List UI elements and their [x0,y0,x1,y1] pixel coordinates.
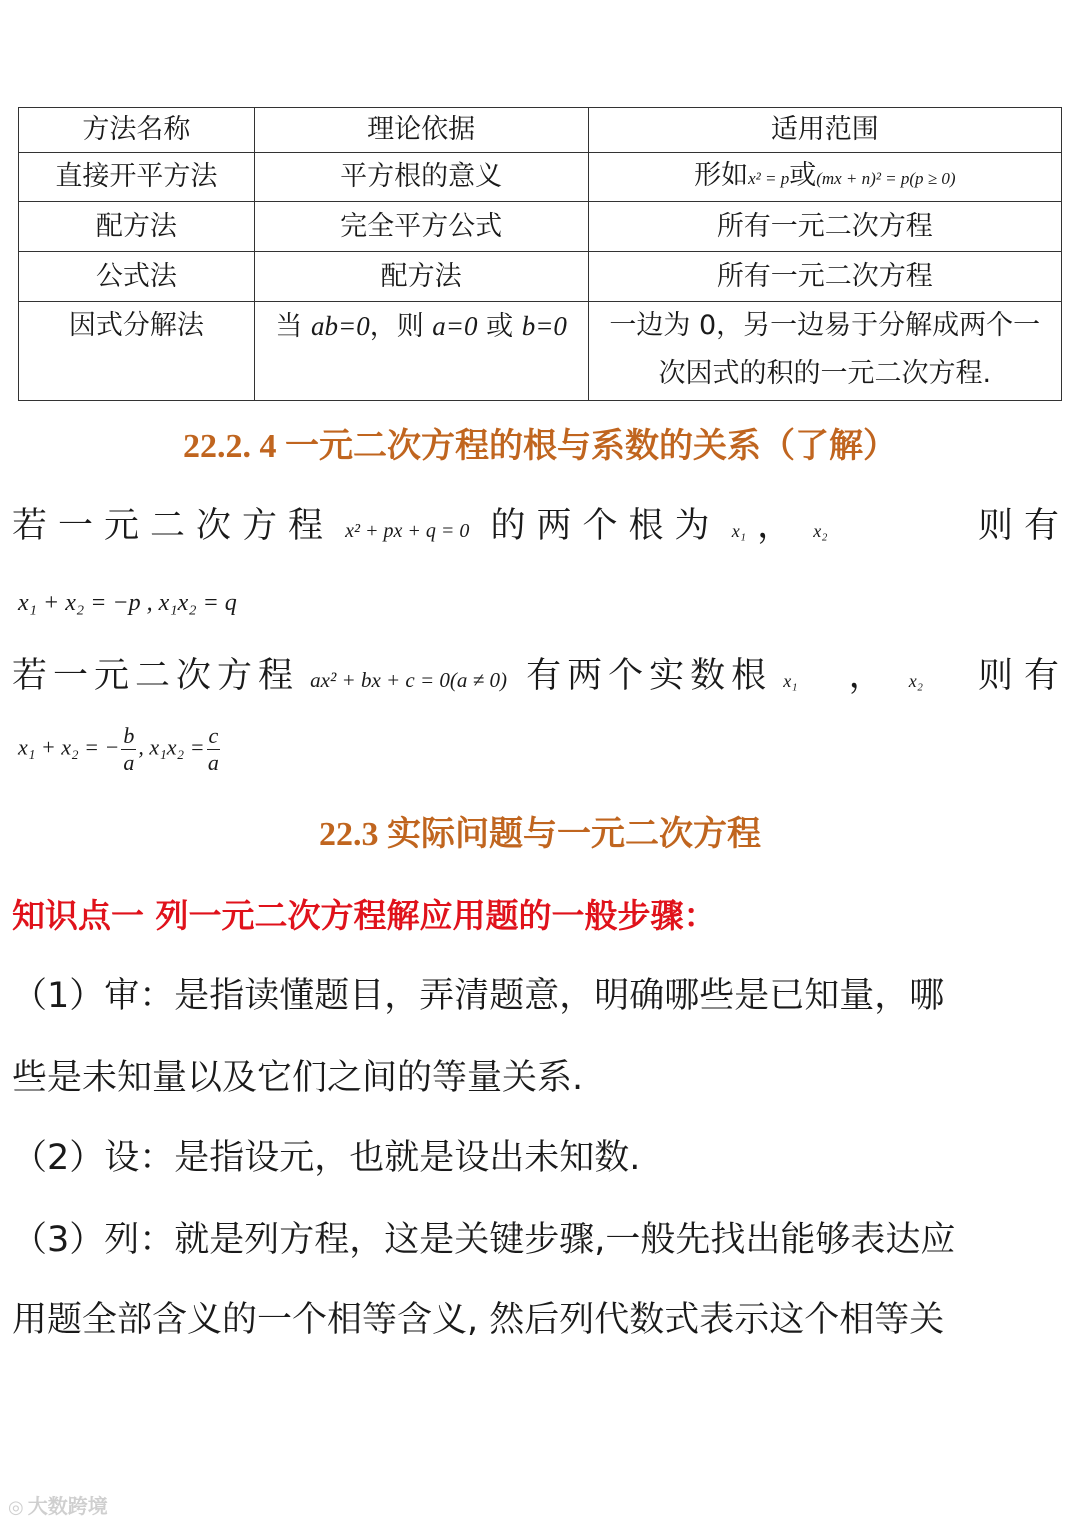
header-scope: 适用范围 [588,108,1061,153]
then-text: 则有 [977,656,1070,696]
step-3-line-1: （3）列：就是列方程，这是关键步骤,一般先找出能够表达应 [12,1220,956,1260]
header-basis: 理论依据 [254,108,588,153]
table-header-row [19,108,1062,153]
cell-basis: 平方根的意义 [254,153,588,202]
table-row [19,302,1062,401]
line2-mid: 有两个实数根 [526,656,773,696]
cell-method: 因式分解法 [19,302,255,401]
scope-line-1: 一边为 0，另一边易于分解成两个一 [609,310,1041,341]
table-row [19,202,1062,252]
eq2-left: x₁ + x₂ = − [18,734,120,760]
cell-basis: 完全平方公式 [254,202,588,252]
vieta-equation-1: x₁ + x₂ = −p , x₁x₂ = q [18,590,237,616]
scope-math-2: (mx + n)² = p(p ≥ 0) [816,168,956,188]
cell-method: 配方法 [19,202,255,252]
table-row [19,252,1062,302]
eq2-mid: , x₁x₂ = [138,734,205,760]
root-1: x₁ [731,521,746,541]
scope-prefix: 形如 [694,159,749,191]
section-title-2224: 22.2. 4 一元二次方程的根与系数的关系（了解） [183,428,897,465]
cell-method: 公式法 [19,252,255,302]
basis-text: 或 [477,311,522,342]
root-2: x₂ [908,671,924,691]
comma: ， [757,506,793,546]
scope-math-1: x² = p [748,168,790,188]
table-row [19,153,1062,202]
basis-math: ab=0 [310,311,370,341]
methods-table [18,107,1062,401]
scope-line-2: 次因式的积的一元二次方程. [658,358,992,389]
step-3-line-2: 用题全部含义的一个相等含义, 然后列代数式表示这个相等关 [12,1300,945,1340]
basis-math: a=0 [432,311,478,341]
cell-scope: 所有一元二次方程 [588,202,1061,252]
cell-scope: 所有一元二次方程 [588,252,1061,302]
cell-scope [588,302,1061,401]
line2-text: 若一元二次方程 [12,656,300,696]
then-text: 则有 [977,506,1070,546]
root-1: x₁ [783,671,798,691]
cell-method: 直接开平方法 [19,153,255,202]
text-line-1 [12,498,1070,548]
step-2: （2）设：是指设元，也就是设出未知数. [12,1138,641,1178]
line2-equation: ax² + bx + c = 0(a ≠ 0) [310,668,507,692]
knowledge-point-title: 知识点一 列一元二次方程解应用题的一般步骤： [12,896,717,935]
comma: ， [848,656,884,696]
watermark-logo-icon: ◎ [8,1497,24,1518]
step-1-line-1: （1）审：是指读懂题目，弄清题意，明确哪些是已知量，哪 [12,976,945,1016]
fraction-b-over-a: $\frac{b}{a}$ [123,723,135,775]
root-2: x₂ [813,521,828,541]
scope-or: 或 [789,159,817,191]
basis-text: ，则 [369,311,433,342]
vieta-equation-2 [18,725,222,774]
line1-mid: 的两个根为 [490,506,721,546]
fraction-c-over-a: $\frac{c}{a}$ [207,723,219,775]
line1-text: 若一元二次方程 [12,506,335,546]
step-1-line-2: 些是未知量以及它们之间的等量关系. [12,1058,584,1098]
basis-text: 当 [275,311,311,342]
line1-equation: x² + px + q = 0 [345,520,470,542]
text-line-2 [12,648,1070,698]
cell-scope [588,153,1061,202]
basis-math: b=0 [521,311,567,341]
section-title-223: 22.3 实际问题与一元二次方程 [319,816,761,853]
cell-basis: 配方法 [254,252,588,302]
watermark: ◎ 大数跨境 [8,1494,108,1518]
cell-basis [254,302,588,401]
header-method: 方法名称 [19,108,255,153]
